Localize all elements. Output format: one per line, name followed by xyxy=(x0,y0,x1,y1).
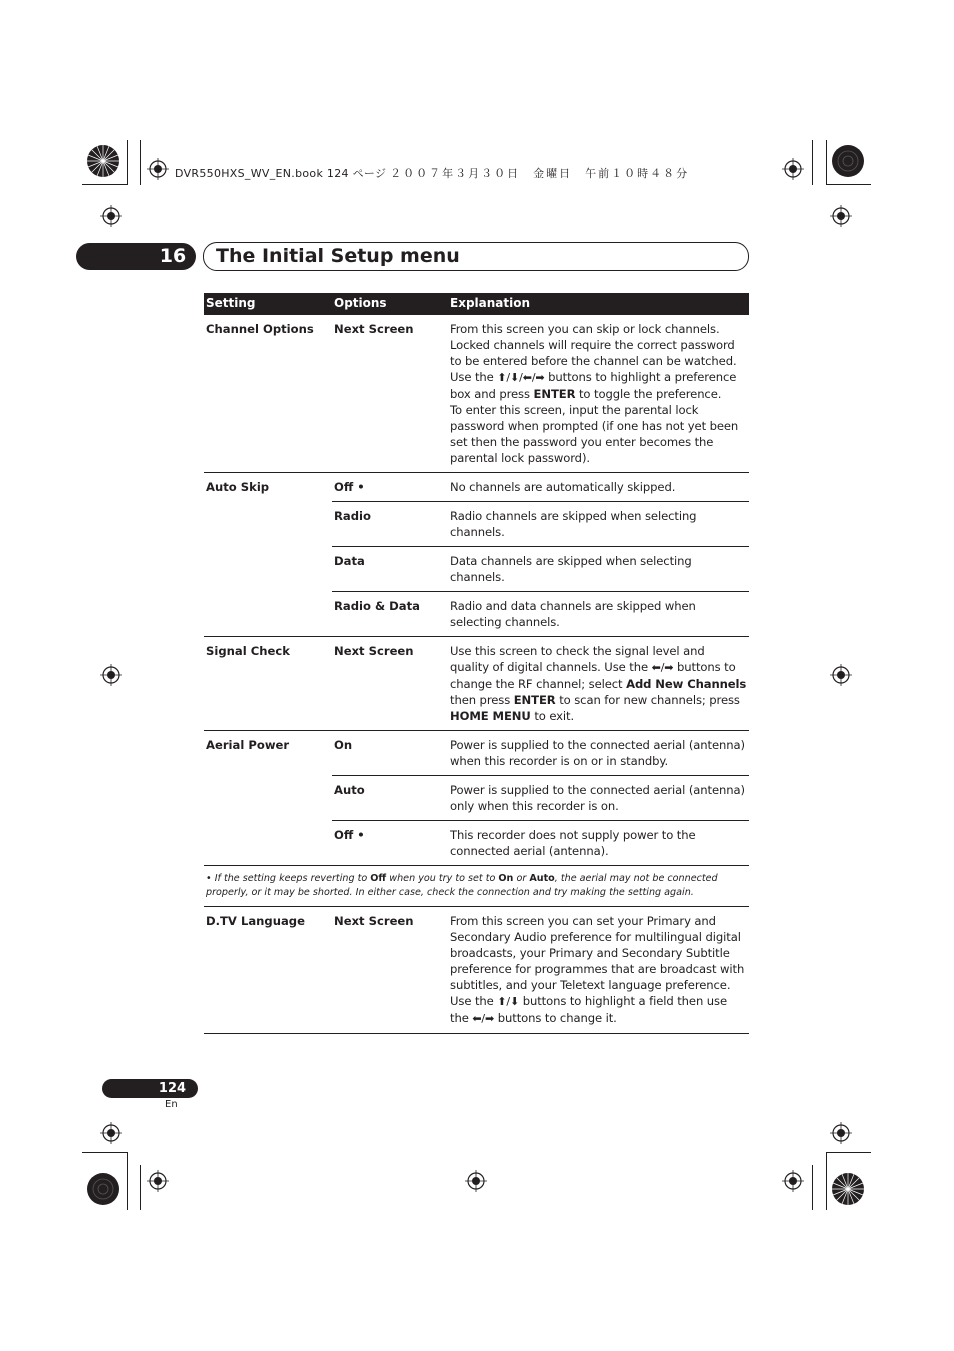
option-label: Auto xyxy=(332,776,448,821)
page-number: 124 xyxy=(158,1081,187,1096)
explanation: This recorder does not supply power to the connected aerial (antenna). xyxy=(448,821,749,866)
note-row xyxy=(204,866,749,907)
header-setting: Setting xyxy=(204,293,332,315)
explanation-text: buttons to highlight a field then use the xyxy=(450,994,728,1025)
page-title: The Initial Setup menu xyxy=(216,245,460,267)
note-text: or xyxy=(513,873,530,884)
crop-mark xyxy=(826,1152,871,1153)
explanation-text: then press xyxy=(450,693,514,707)
crop-mark xyxy=(826,184,871,185)
option-label: Next Screen xyxy=(334,322,414,336)
key-label: HOME MENU xyxy=(450,709,531,723)
option-label: Next Screen xyxy=(332,907,448,1034)
explanation-text: To enter this screen, input the parental lock password when prompted (if one has not yet been set then the password you enter becomes the parental lock password). xyxy=(450,403,739,465)
setting-name: Channel Options xyxy=(206,322,314,336)
option-label: Data xyxy=(332,547,448,592)
option-label: On xyxy=(332,731,448,776)
crop-mark xyxy=(127,140,128,185)
table-row xyxy=(204,907,749,1034)
explanation: Power is supplied to the connected aerial (antenna) when this recorder is on or in standby. xyxy=(448,731,749,776)
registration-mark xyxy=(830,664,852,686)
registration-mark xyxy=(830,1122,852,1144)
arrow-keys-icon: ⬆/⬇/⬅/➡ xyxy=(497,371,545,384)
setting-name: Auto Skip xyxy=(204,473,332,502)
crop-mark xyxy=(826,1152,827,1210)
option-label: Next Screen xyxy=(332,637,448,731)
note-key: Auto xyxy=(529,873,555,884)
explanation xyxy=(448,315,749,473)
explanation: Radio and data channels are skipped when selecting channels. xyxy=(448,592,749,637)
table-row xyxy=(204,547,749,592)
explanation-text: to toggle the preference. xyxy=(575,387,722,401)
crop-mark xyxy=(140,140,141,185)
note xyxy=(204,866,749,907)
option-label: Off • xyxy=(332,473,448,502)
registration-mark xyxy=(147,158,169,180)
registration-mark xyxy=(147,1170,169,1192)
explanation: Radio channels are skipped when selecting channels. xyxy=(448,502,749,547)
crop-mark xyxy=(812,140,813,185)
explanation: Power is supplied to the connected aerial (antenna) only when this recorder is on. xyxy=(448,776,749,821)
table-row xyxy=(204,592,749,637)
note-text: when you try to set to xyxy=(386,873,499,884)
key-label: ENTER xyxy=(533,387,576,401)
settings-table xyxy=(204,293,749,1034)
option-label: Radio xyxy=(332,502,448,547)
explanation-text: to exit. xyxy=(530,709,575,723)
header-explanation: Explanation xyxy=(448,293,749,315)
explanation: No channels are automatically skipped. xyxy=(448,473,749,502)
option-label: Radio & Data xyxy=(332,592,448,637)
crop-mark xyxy=(127,1152,128,1210)
note-key: Off xyxy=(370,873,387,884)
option-label: Off • xyxy=(332,821,448,866)
note-text: • If the setting keeps reverting to xyxy=(206,873,371,884)
registration-mark xyxy=(100,205,122,227)
print-header-unit: ページ xyxy=(352,167,387,180)
explanation-text: buttons to change it. xyxy=(494,1011,617,1025)
starburst-mark xyxy=(831,144,865,178)
print-header-page: 124 xyxy=(326,167,349,180)
table-row xyxy=(204,776,749,821)
table-row xyxy=(204,502,749,547)
explanation-text: From this screen you can skip or lock channels. Locked channels will require the correct password to be entered before the channel can be watched. Use the xyxy=(450,322,737,384)
registration-mark xyxy=(465,1170,487,1192)
crop-mark xyxy=(140,1165,141,1210)
print-header-file: DVR550HXS_WV_EN.book xyxy=(175,167,324,180)
setting-name: Aerial Power xyxy=(204,731,332,776)
arrow-keys-icon: ⬅/➡ xyxy=(472,1012,495,1025)
registration-mark xyxy=(100,1122,122,1144)
table-row xyxy=(204,473,749,502)
chapter-number: 16 xyxy=(159,245,187,267)
key-label: ENTER xyxy=(513,693,556,707)
print-header-datetime: ２００７年３月３０日 金曜日 午前１０時４８分 xyxy=(390,167,690,180)
starburst-mark xyxy=(831,1172,865,1206)
explanation: Data channels are skipped when selecting channels. xyxy=(448,547,749,592)
registration-mark xyxy=(830,205,852,227)
print-header xyxy=(175,165,689,181)
registration-mark xyxy=(782,158,804,180)
registration-mark xyxy=(782,1170,804,1192)
setting-name: Signal Check xyxy=(204,637,332,731)
table-row xyxy=(204,731,749,776)
table-row xyxy=(204,637,749,731)
setting-name: D.TV Language xyxy=(204,907,332,1034)
starburst-mark xyxy=(86,144,120,178)
crop-mark xyxy=(812,1165,813,1210)
arrow-keys-icon: ⬆/⬇ xyxy=(497,995,520,1008)
page-language: En xyxy=(165,1099,178,1110)
crop-mark xyxy=(82,184,127,185)
explanation-text: buttons to highlight a preference box and press xyxy=(450,370,737,401)
key-label: Add New Channels xyxy=(626,677,747,691)
explanation xyxy=(448,637,749,731)
explanation-text: to scan for new channels; press xyxy=(555,693,740,707)
header-options: Options xyxy=(332,293,448,315)
explanation-text: Use this screen to check the signal level and quality of digital channels. Use the xyxy=(450,644,705,674)
crop-mark xyxy=(82,1152,127,1153)
arrow-keys-icon: ⬅/➡ xyxy=(651,661,674,674)
table-row xyxy=(204,315,749,473)
explanation xyxy=(448,907,749,1034)
registration-mark xyxy=(100,664,122,686)
starburst-mark xyxy=(86,1172,120,1206)
explanation-text: From this screen you can set your Primary and Secondary Audio preference for multilingual digital broadcasts, your Primary and Secondary Subtitle preference for programmes that are broadcast with subtitles, and your Teletext language preference. Use the xyxy=(450,914,745,1008)
note-key: On xyxy=(498,873,514,884)
crop-mark xyxy=(826,140,827,185)
note-text: , the aerial may not be connected properly, or it may be shorted. In either case, check the connection and try making the setting again. xyxy=(206,873,718,898)
explanation-text: buttons to change the RF channel; select xyxy=(450,660,736,691)
table-header-row xyxy=(204,293,749,315)
table-row xyxy=(204,821,749,866)
